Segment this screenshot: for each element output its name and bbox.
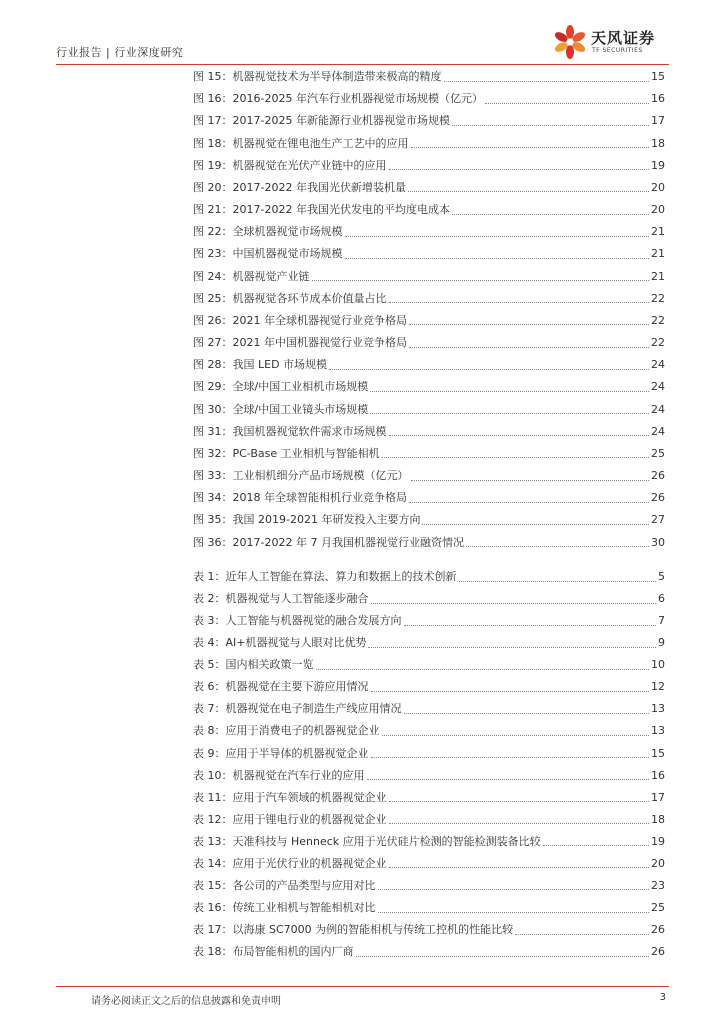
toc-entry-page: 17 [651, 790, 665, 804]
toc-entry-page: 24 [651, 402, 665, 416]
dot-leader [378, 889, 650, 890]
dot-leader [345, 236, 650, 237]
table-list-item[interactable] [193, 634, 665, 652]
toc-entry-title: 表 4：AI+机器视觉与人眼对比优势 [193, 636, 367, 650]
toc-entry-title: 表 6：机器视觉在主要下游应用情况 [193, 680, 369, 694]
toc-entry-page: 9 [658, 636, 665, 650]
toc-entry-page: 7 [658, 614, 665, 628]
toc-entry-page: 22 [651, 291, 665, 305]
dot-leader [409, 502, 649, 503]
dot-leader [356, 956, 650, 957]
figure-list-item[interactable] [193, 290, 665, 308]
figure-list-item[interactable] [193, 467, 665, 485]
dot-leader [382, 457, 649, 458]
toc-entry-page: 25 [651, 446, 665, 460]
toc-entry-page: 22 [651, 336, 665, 350]
dot-leader [312, 280, 650, 281]
toc-entry-title: 表 8：应用于消费电子的机器视觉企业 [193, 724, 380, 738]
dot-leader [367, 779, 650, 780]
toc-entry-page: 24 [651, 424, 665, 438]
toc-entry-title: 图 23：中国机器视觉市场规模 [193, 247, 343, 261]
dot-leader [368, 647, 656, 648]
toc-entry-page: 26 [651, 945, 665, 959]
toc-entry-page: 24 [651, 358, 665, 372]
table-list-item[interactable] [193, 722, 665, 740]
toc-entry-title: 图 19：机器视觉在光伏产业链中的应用 [193, 158, 387, 172]
header-divider [56, 64, 669, 65]
dot-leader [382, 735, 650, 736]
dot-leader [316, 669, 650, 670]
toc-entry-page: 13 [651, 702, 665, 716]
toc-entry-title: 图 34：2018 年全球智能相机行业竞争格局 [193, 491, 407, 505]
dot-leader [411, 480, 650, 481]
toc-entry-page: 17 [651, 114, 665, 128]
toc-entry-page: 5 [658, 570, 665, 583]
dot-leader [371, 757, 650, 758]
figure-list-item[interactable] [193, 334, 665, 352]
table-list-item[interactable] [193, 612, 665, 630]
toc-entry-page: 12 [651, 680, 665, 694]
figure-list-item[interactable] [193, 90, 665, 108]
figure-list-item[interactable] [193, 68, 665, 86]
toc-entry-page: 16 [651, 92, 665, 106]
figure-list-item[interactable] [193, 401, 665, 419]
toc-entry-title: 表 17：以海康 SC7000 为例的智能相机与传统工控机的性能比较 [193, 923, 514, 937]
toc-entry-title: 图 28：我国 LED 市场规模 [193, 358, 328, 372]
toc-entry-page: 16 [651, 768, 665, 782]
page-header [56, 29, 669, 64]
toc-entry-title: 图 15：机器视觉技术为半导体制造带来极高的精度 [193, 70, 442, 83]
figure-list-item[interactable] [193, 423, 665, 441]
toc-entry-title: 图 22：全球机器视觉市场规模 [193, 225, 343, 239]
dot-leader [371, 691, 650, 692]
toc-entry-title: 图 27：2021 年中国机器视觉行业竞争格局 [193, 336, 407, 350]
dot-leader [485, 103, 649, 104]
logo-english-name: TF SECURITIES [592, 47, 643, 54]
toc-entry-page: 6 [658, 592, 665, 606]
toc-entry-title: 表 9：应用于半导体的机器视觉企业 [193, 746, 369, 760]
toc-entry-page: 30 [651, 535, 665, 549]
tianfeng-flower-icon [551, 24, 589, 62]
toc-entry-title: 图 17：2017-2025 年新能源行业机器视觉市场规模 [193, 114, 450, 128]
dot-leader [389, 169, 650, 170]
dot-leader [345, 258, 650, 259]
toc-entry-page: 18 [651, 812, 665, 826]
figure-list-item[interactable] [193, 135, 665, 153]
header-title: 行业报告 | 行业深度研究 [56, 46, 184, 59]
dot-leader [370, 391, 649, 392]
dot-leader [409, 324, 649, 325]
figure-list-item[interactable] [193, 312, 665, 330]
toc-entry-title: 图 36：2017-2022 年 7 月我国机器视觉行业融资情况 [193, 535, 464, 549]
dot-leader [543, 845, 649, 846]
dot-leader [370, 413, 649, 414]
toc-entry-title: 表 3：人工智能与机器视觉的融合发展方向 [193, 614, 402, 628]
toc-entry-page: 21 [651, 247, 665, 261]
toc-entry-page: 13 [651, 724, 665, 738]
dot-leader [371, 603, 657, 604]
toc-entry-title: 表 1：近年人工智能在算法、算力和数据上的技术创新 [193, 570, 457, 583]
table-list-item[interactable] [193, 767, 665, 785]
toc-entry-page: 26 [651, 923, 665, 937]
toc-entry-page: 15 [651, 746, 665, 760]
toc-entry-title: 表 7：机器视觉在电子制造生产线应用情况 [193, 702, 402, 716]
toc-entry-page: 20 [651, 856, 665, 870]
dot-leader [408, 191, 649, 192]
toc-entry-title: 表 2：机器视觉与人工智能逐步融合 [193, 592, 369, 606]
figure-list-item[interactable] [193, 157, 665, 175]
dot-leader [389, 302, 650, 303]
table-list-item[interactable] [193, 811, 665, 829]
dot-leader [459, 581, 657, 582]
table-list-item[interactable] [193, 855, 665, 873]
toc-entry-title: 表 13：天准科技与 Henneck 应用于光伏硅片检测的智能检测装备比较 [193, 834, 541, 848]
toc-entry-page: 23 [651, 878, 665, 892]
toc-entry-title: 图 21：2017-2022 年我国光伏发电的平均度电成本 [193, 203, 450, 217]
dot-leader [404, 625, 657, 626]
figure-list-item[interactable] [193, 112, 665, 130]
dot-leader [389, 435, 650, 436]
dot-leader [378, 912, 650, 913]
table-list-item[interactable] [193, 678, 665, 696]
page-number: 3 [659, 992, 666, 1003]
company-logo [551, 22, 669, 64]
toc-entry-title: 表 5：国内相关政策一览 [193, 658, 314, 672]
figure-list-item[interactable] [193, 179, 665, 197]
table-list-item[interactable] [193, 877, 665, 895]
toc-entry-page: 18 [651, 136, 665, 150]
toc-entry-title: 图 25：机器视觉各环节成本价值量占比 [193, 291, 387, 305]
toc-entry-title: 图 18：机器视觉在锂电池生产工艺中的应用 [193, 136, 409, 150]
dot-leader [389, 801, 650, 802]
dot-leader [452, 125, 649, 126]
toc-entry-title: 表 18：布局智能相机的国内厂商 [193, 945, 354, 959]
table-list-item[interactable] [193, 590, 665, 608]
toc-entry-title: 表 16：传统工业相机与智能相机对比 [193, 901, 376, 915]
table-list-item[interactable] [193, 921, 665, 939]
figure-list-item[interactable] [193, 356, 665, 374]
toc-entry-page: 10 [651, 658, 665, 672]
footer-disclaimer: 请务必阅读正文之后的信息披露和免责申明 [91, 996, 281, 1007]
dot-leader [409, 347, 649, 348]
figure-list-item[interactable] [193, 445, 665, 463]
figure-list-item[interactable] [193, 378, 665, 396]
figure-list-item[interactable] [193, 223, 665, 241]
toc-entry-page: 20 [651, 203, 665, 217]
dot-leader [515, 934, 649, 935]
table-list-item[interactable] [193, 700, 665, 718]
toc-entry-title: 图 26：2021 年全球机器视觉行业竞争格局 [193, 313, 407, 327]
toc-entry-page: 25 [651, 901, 665, 915]
toc-entry-page: 19 [651, 834, 665, 848]
toc-entry-title: 图 30：全球/中国工业镜头市场规模 [193, 402, 369, 416]
toc-entry-title: 表 10：机器视觉在汽车行业的应用 [193, 768, 365, 782]
table-list-item[interactable] [193, 656, 665, 674]
figure-list-item[interactable] [193, 534, 665, 552]
toc-entry-title: 图 35：我国 2019-2021 年研发投入主要方向 [193, 513, 421, 527]
toc-entry-page: 20 [651, 180, 665, 194]
toc-entry-page: 21 [651, 225, 665, 239]
figure-list-item[interactable] [193, 511, 665, 529]
toc-entry-title: 表 12：应用于锂电行业的机器视觉企业 [193, 812, 387, 826]
table-list-item[interactable] [193, 789, 665, 807]
toc-entry-title: 表 11：应用于汽车领域的机器视觉企业 [193, 790, 387, 804]
figure-list-item[interactable] [193, 245, 665, 263]
toc-entry-page: 22 [651, 313, 665, 327]
table-list-item[interactable] [193, 568, 665, 586]
figure-list-item[interactable] [193, 268, 665, 286]
dot-leader [452, 214, 649, 215]
toc-entry-page: 15 [651, 70, 665, 83]
toc-entry-title: 图 16：2016-2025 年汽车行业机器视觉市场规模（亿元） [193, 92, 483, 106]
table-list-item[interactable] [193, 833, 665, 851]
toc-entry-page: 27 [651, 513, 665, 527]
toc-entry-page: 24 [651, 380, 665, 394]
table-list-item[interactable] [193, 899, 665, 917]
toc-entry-title: 图 24：机器视觉产业链 [193, 269, 310, 283]
toc-entry-title: 图 20：2017-2022 年我国光伏新增装机量 [193, 180, 406, 194]
dot-leader [329, 369, 649, 370]
dot-leader [444, 81, 650, 82]
toc-entry-title: 图 31：我国机器视觉软件需求市场规模 [193, 424, 387, 438]
toc-entry-title: 图 32：PC-Base 工业相机与智能相机 [193, 446, 380, 460]
dot-leader [411, 147, 650, 148]
toc-entry-page: 21 [651, 269, 665, 283]
figure-list-item[interactable] [193, 489, 665, 507]
figure-list-item[interactable] [193, 201, 665, 219]
logo-chinese-name: 天风证券 [591, 29, 656, 47]
dot-leader [422, 524, 649, 525]
toc-entry-page: 26 [651, 491, 665, 505]
toc-entry-page: 26 [651, 469, 665, 483]
dot-leader [389, 867, 650, 868]
toc-entry-title: 图 33：工业相机细分产品市场规模（亿元） [193, 469, 409, 483]
footer-divider [56, 986, 669, 987]
dot-leader [404, 713, 650, 714]
toc-entry-title: 表 15：各公司的产品类型与应用对比 [193, 878, 376, 892]
toc-entry-title: 表 14：应用于光伏行业的机器视觉企业 [193, 856, 387, 870]
table-list-item[interactable] [193, 745, 665, 763]
table-list-item[interactable] [193, 943, 665, 961]
dot-leader [389, 823, 650, 824]
dot-leader [466, 546, 649, 547]
toc-entry-title: 图 29：全球/中国工业相机市场规模 [193, 380, 369, 394]
toc-entry-page: 19 [651, 158, 665, 172]
